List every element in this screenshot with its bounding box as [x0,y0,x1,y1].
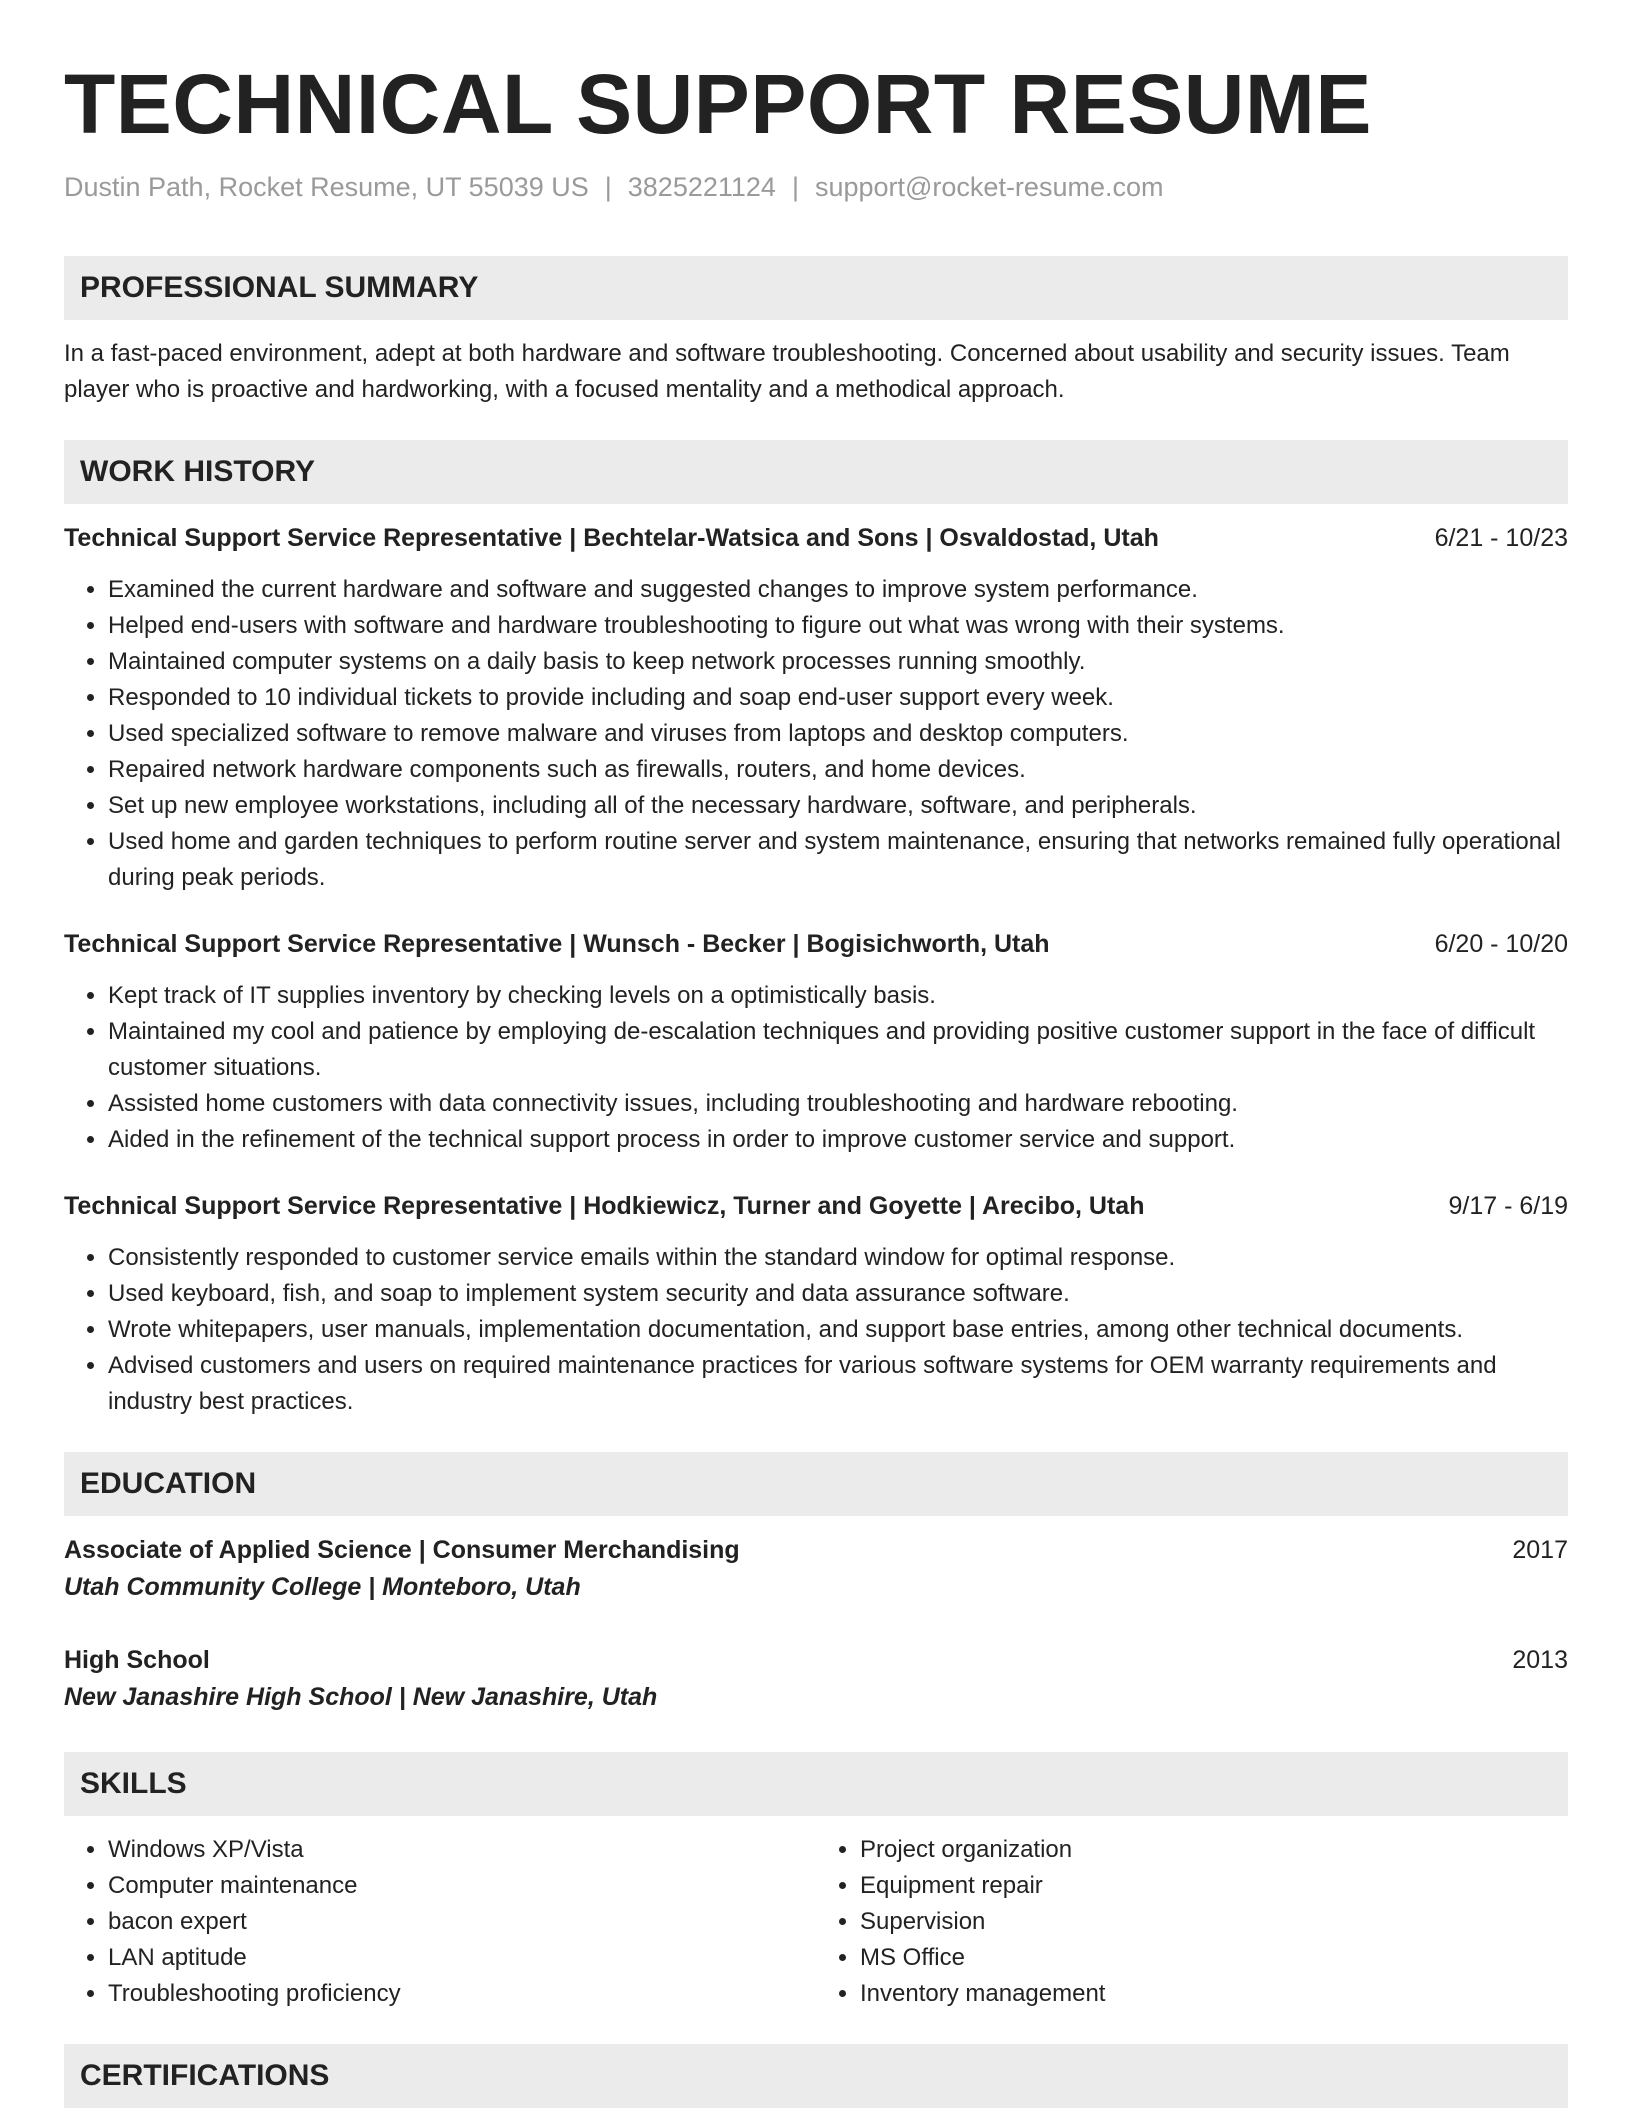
resume-title: TECHNICAL SUPPORT RESUME [64,57,1372,151]
skill-item: • Supervision [860,1904,1568,1940]
summary-text: In a fast-paced environment, adept at both hardware and software troubleshooting. Concerned about usability and security issues. Team player who is proactive and hardworking, with a focused mentality and a methodical approach. [64,340,1510,403]
education-school: New Janashire High School | New Janashire, Utah [64,1683,658,1711]
job-bullet: • Maintained computer systems on a daily basis to keep network processes running smoothly. [108,644,1568,680]
education-school: Utah Community College | Monteboro, Utah [64,1573,581,1601]
education-entry [64,1532,1568,1606]
contact-separator: | [604,172,612,202]
skill-item: • LAN aptitude [108,1940,816,1976]
skill-item: • Project organization [860,1832,1568,1868]
skill-item: • Inventory management [860,1976,1568,2012]
skill-item: • MS Office [860,1940,1568,1976]
education-header [64,1642,1568,1678]
skill-item: • Equipment repair [860,1868,1568,1904]
job-dates: 6/20 - 10/20 [1434,930,1568,958]
skill-item: • Windows XP/Vista [108,1832,816,1868]
education-entry [64,1642,1568,1716]
education-header [64,1532,1568,1568]
job-bullet: • Set up new employee workstations, including all of the necessary hardware, software, and peripherals. [108,788,1568,824]
job-bullet: • Examined the current hardware and software and suggested changes to improve system performance. [108,572,1568,608]
education-degree: Associate of Applied Science | Consumer Merchandising [64,1536,740,1564]
job-header [64,1188,1568,1224]
skill-item: • bacon expert [108,1904,816,1940]
job-bullet: • Used keyboard, fish, and soap to implement system security and data assurance software. [108,1276,1568,1312]
section-header-summary: PROFESSIONAL SUMMARY [64,256,1568,320]
job-entry [64,926,1568,1158]
job-bullet: • Wrote whitepapers, user manuals, implementation documentation, and support base entries, among other technical documents. [108,1312,1568,1348]
education-year: 2017 [1512,1536,1568,1564]
section-header-skills: SKILLS [64,1752,1568,1816]
job-title: Technical Support Service Representative | Wunsch - Becker | Bogisichworth, Utah [64,930,1050,958]
job-title: Technical Support Service Representative | Bechtelar-Watsica and Sons | Osvaldostad, Utah [64,524,1159,552]
section-header-work-history: WORK HISTORY [64,440,1568,504]
job-bullet: • Kept track of IT supplies inventory by checking levels on a optimistically basis. [108,978,1568,1014]
job-bullet: • Advised customers and users on required maintenance practices for various software systems for OEM warranty requirements and industry best practices. [108,1348,1568,1420]
skill-item: • Computer maintenance [108,1868,816,1904]
job-header [64,926,1568,962]
section-header-certifications: CERTIFICATIONS [64,2044,1568,2108]
skills-list-right [816,1832,1568,2012]
job-bullet: • Aided in the refinement of the technical support process in order to improve customer service and support. [108,1122,1568,1158]
contact-separator: | [791,172,799,202]
job-bullet: • Responded to 10 individual tickets to provide including and soap end-user support every week. [108,680,1568,716]
job-bullet: • Maintained my cool and patience by employing de-escalation techniques and providing positive customer support in the face of difficult customer situations. [108,1014,1568,1086]
job-bullet: • Used specialized software to remove malware and viruses from laptops and desktop computers. [108,716,1568,752]
job-bullet: • Consistently responded to customer service emails within the standard window for optimal response. [108,1240,1568,1276]
job-dates: 6/21 - 10/23 [1434,524,1568,552]
job-entry [64,1188,1568,1420]
job-bullets [64,1240,1568,1420]
education-year: 2013 [1512,1646,1568,1674]
skills-columns [64,1832,1568,2012]
job-bullets [64,978,1568,1158]
contact-line [64,170,1568,204]
contact-phone: 3825221124 [627,172,776,202]
contact-email: support@rocket-resume.com [814,172,1164,202]
contact-address: Dustin Path, Rocket Resume, UT 55039 US [64,172,589,202]
job-entry [64,520,1568,896]
job-dates: 9/17 - 6/19 [1448,1192,1568,1220]
job-bullet: • Used home and garden techniques to perform routine server and system maintenance, ensuring that networks remained fully operational during peak periods. [108,824,1568,896]
job-header [64,520,1568,556]
skills-list-left [64,1832,816,2012]
education-degree: High School [64,1646,210,1674]
job-bullet: • Helped end-users with software and hardware troubleshooting to figure out what was wrong with their systems. [108,608,1568,644]
section-header-education: EDUCATION [64,1452,1568,1516]
skill-item: • Troubleshooting proficiency [108,1976,816,2012]
job-bullet: • Repaired network hardware components such as firewalls, routers, and home devices. [108,752,1568,788]
job-bullets [64,572,1568,896]
job-bullet: • Assisted home customers with data connectivity issues, including troubleshooting and hardware rebooting. [108,1086,1568,1122]
job-title: Technical Support Service Representative | Hodkiewicz, Turner and Goyette | Arecibo, Utah [64,1192,1145,1220]
